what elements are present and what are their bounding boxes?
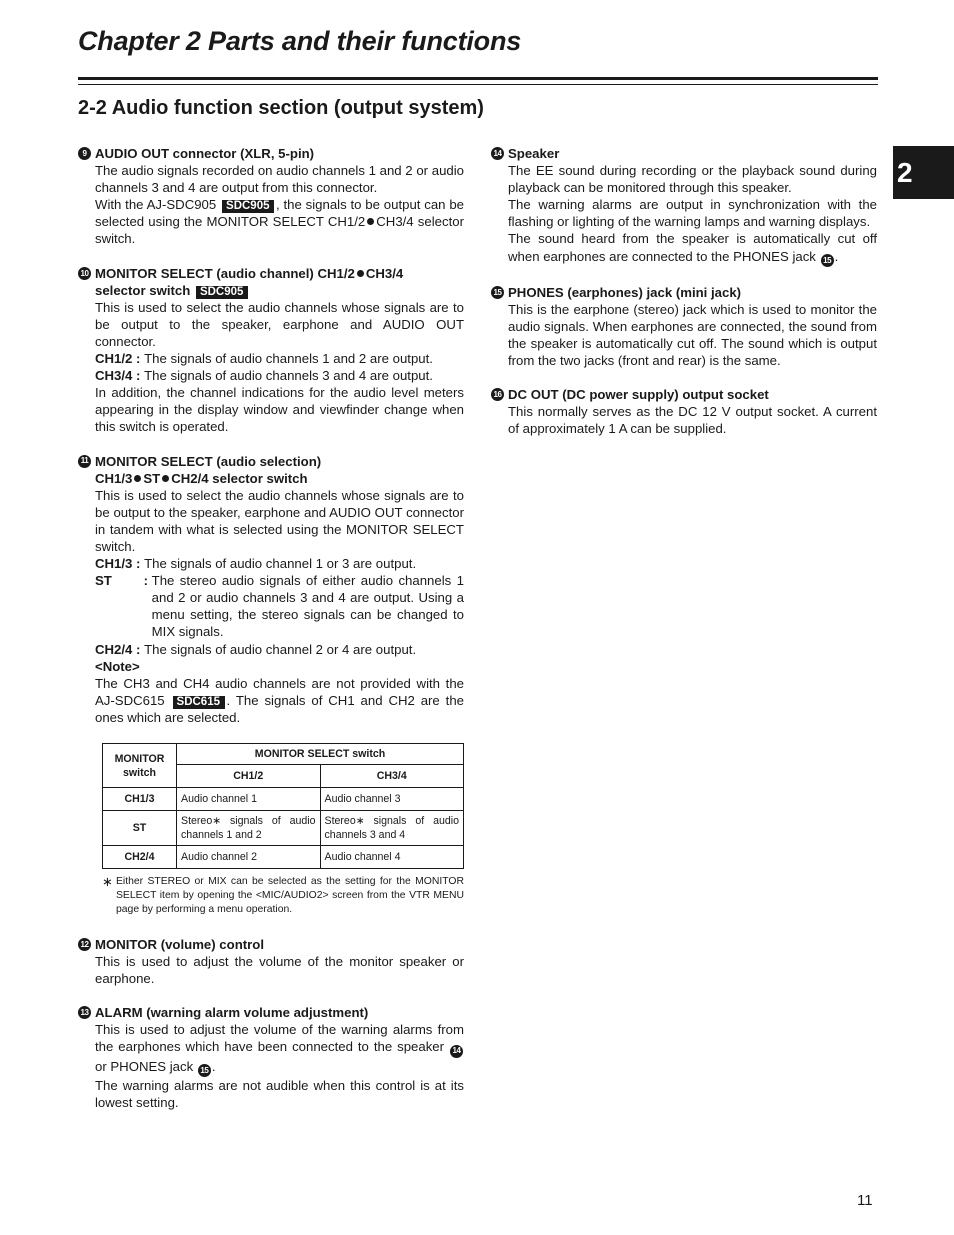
model-tag: SDC905 [222,200,274,213]
paragraph: The warning alarms are not audible when this control is at its lowest setting. [95,1077,464,1110]
definition-row [95,367,464,384]
definition-row [95,555,464,572]
item-audio-out-connector [78,145,464,248]
bullet-dot-icon [357,270,364,277]
item-monitor-select-channel [78,265,464,436]
reference-number-badge: 14 [450,1045,463,1058]
text-run: : [143,573,148,589]
text-run: . [211,1058,216,1074]
table-group-header: MONITOR SELECT switch [177,744,464,765]
item-heading-text [95,265,464,299]
monitor-switch-table [102,743,464,869]
item-alarm-volume [78,1004,464,1110]
table-row-label: CH2/4 [103,846,177,869]
item-heading [78,453,464,487]
definition-text: The stereo audio signals of either audio channels 1 and 2 or audio channels 3 and 4 are output. Using a menu setting, the stereo signals can be changed to MIX signals. [151,573,464,640]
right-column [491,145,877,454]
text-run: , the signals to be output can be selected using the MONITOR SELECT CH1/2 [95,197,464,230]
table-cell: Audio channel 4 [320,846,464,869]
table-row [103,788,464,811]
bullet-dot-icon [367,218,374,225]
item-heading-text: ALARM (warning alarm volume adjustment) [95,1005,369,1021]
item-number-badge: 9 [78,147,91,160]
item-speaker [491,145,877,267]
paragraph: This normally serves as the DC 12 V output socket. A current of approximately 1 A can be supplied. [508,404,877,437]
item-body [78,1021,464,1110]
item-heading [491,145,877,162]
paragraph: In addition, the channel indications for the audio level meters appearing in the display window and viewfinder change when this switch is operated. [95,385,464,435]
text-run: . [834,248,839,264]
definition-term: CH1/3 : [95,556,141,572]
text-run: ST [143,470,161,486]
text-run: MONITOR SELECT (audio selection) [95,453,322,469]
reference-number-badge: 15 [198,1064,211,1077]
item-heading [491,386,877,403]
paragraph: This is used to select the audio channels whose signals are to be output to the speaker, earphone and AUDIO OUT connector in tandem with what is selected using the MONITOR SELECT switch. [95,487,464,554]
text-run: CH2/4 selector switch [171,470,308,486]
definition-row [95,572,464,640]
table-cell: Stereo∗ signals of audio channels 3 and 4 [320,811,464,846]
definition-term: CH3/4 : [95,368,141,384]
item-heading-text: MONITOR (volume) control [95,937,264,952]
text-run: This is used to adjust the volume of the warning alarms from the earphones which have been connected to the speaker [95,1022,464,1055]
definition-text: The signals of audio channel 1 or 3 are output. [144,556,417,572]
definition-term: CH1/2 : [95,351,141,367]
table-corner-header: MONITOR switch [103,744,177,788]
reference-number-badge: 15 [821,254,834,267]
text-run: CH3/4 selector switch. [95,214,464,247]
table-column-header: CH3/4 [320,765,464,788]
text-run: CH3/4 [365,265,404,281]
text-run: or PHONES jack [95,1058,194,1074]
definition-term: CH2/4 : [95,641,141,657]
header-rule-thin [78,84,878,85]
item-heading [78,936,464,953]
paragraph: This is used to select the audio channels whose signals are to be output to the speaker, earphone and AUDIO OUT connector. [95,299,464,349]
item-heading-text: AUDIO OUT connector (XLR, 5-pin) [95,146,315,161]
note-text [95,675,464,726]
item-body [491,162,877,267]
item-heading [78,265,464,299]
page-number: 11 [857,1192,873,1209]
paragraph [95,1021,464,1076]
definition-row [95,350,464,367]
paragraph: The EE sound during recording or the playback sound during playback can be monitored through this speaker. [508,163,877,196]
text-run: CH1/3 [95,470,133,486]
paragraph [95,196,464,247]
table-cell: Audio channel 2 [177,846,321,869]
text-run: . The signals of CH1 and CH2 are the ones which are selected. [95,692,464,725]
item-dc-out-socket [491,386,877,437]
footnote-mark: ∗ [102,874,113,889]
item-heading [491,284,877,301]
item-body [78,953,464,987]
table-cell: Audio channel 1 [177,788,321,811]
item-body [78,162,464,247]
item-heading-text [95,453,464,487]
item-heading-text: PHONES (earphones) jack (mini jack) [508,284,742,300]
table-row [103,846,464,869]
item-number-badge: 10 [78,267,91,280]
table-footnote [102,875,464,917]
paragraph: This is the earphone (stereo) jack which is used to monitor the audio signals. When earphones are connected, the sound from the speaker is automatically cut off. The sound which is output from the two jacks (front and rear) is the same. [508,301,877,368]
text-run: selector switch [95,282,191,298]
paragraph: This is used to adjust the volume of the monitor speaker or earphone. [95,954,464,987]
item-number-badge: 14 [491,147,504,160]
bullet-dot-icon [162,475,169,482]
item-monitor-select-audio [78,453,464,727]
definition-text: The signals of audio channel 2 or 4 are output. [144,641,417,657]
table-row [103,811,464,846]
section-title: 2-2 Audio function section (output system) [78,97,484,119]
definition-row [95,641,464,658]
model-tag: SDC905 [196,286,248,299]
left-column [78,145,464,1128]
text-run: With the AJ-SDC905 [95,197,217,213]
header-rule-thick [78,77,878,80]
item-body [78,487,464,726]
text-run: MONITOR SELECT (audio channel) CH1/2 [95,265,355,281]
item-number-badge: 13 [78,1006,91,1019]
table-cell: Stereo∗ signals of audio channels 1 and 2 [177,811,321,846]
table-header-row [103,744,464,765]
table-row-label: ST [103,811,177,846]
bullet-dot-icon [134,475,141,482]
table-column-header: CH1/2 [177,765,321,788]
item-number-badge: 15 [491,286,504,299]
paragraph: The audio signals recorded on audio channels 1 and 2 or audio channels 3 and 4 are output from this connector. [95,163,464,196]
item-monitor-volume [78,936,464,987]
definition-text: The signals of audio channels 1 and 2 are output. [144,351,433,367]
chapter-tab: 2 [893,146,954,199]
item-phones-jack [491,284,877,369]
paragraph: The warning alarms are output in synchronization with the flashing or lighting of the warning lamps and warning displays. [508,197,877,230]
item-body [491,301,877,369]
item-heading-text: DC OUT (DC power supply) output socket [508,387,769,403]
table-row-label: CH1/3 [103,788,177,811]
paragraph [508,230,877,266]
item-body [491,403,877,437]
item-number-badge: 11 [78,455,91,468]
item-heading-text: Speaker [508,146,560,161]
text-run: The CH3 and CH4 audio channels are not provided with the AJ-SDC615 [95,675,464,708]
item-number-badge: 12 [78,938,91,951]
note-label: <Note> [95,658,140,674]
table-cell: Audio channel 3 [320,788,464,811]
model-tag: SDC615 [173,696,225,709]
item-number-badge: 16 [491,388,504,401]
text-run: ST [95,573,112,589]
definition-term [95,572,148,640]
footnote-text: Either STEREO or MIX can be selected as the setting for the MONITOR SELECT item by opening the <MIC/AUDIO2> screen from the VTR MENU page by performing a menu operation. [116,876,464,915]
definition-text: The signals of audio channels 3 and 4 are output. [144,368,433,384]
chapter-title: Chapter 2 Parts and their functions [78,26,522,56]
text-run: The sound heard from the speaker is automatically cut off when earphones are connected to the PHONES jack [508,231,877,264]
item-heading [78,145,464,162]
item-body [78,299,464,436]
item-heading [78,1004,464,1021]
